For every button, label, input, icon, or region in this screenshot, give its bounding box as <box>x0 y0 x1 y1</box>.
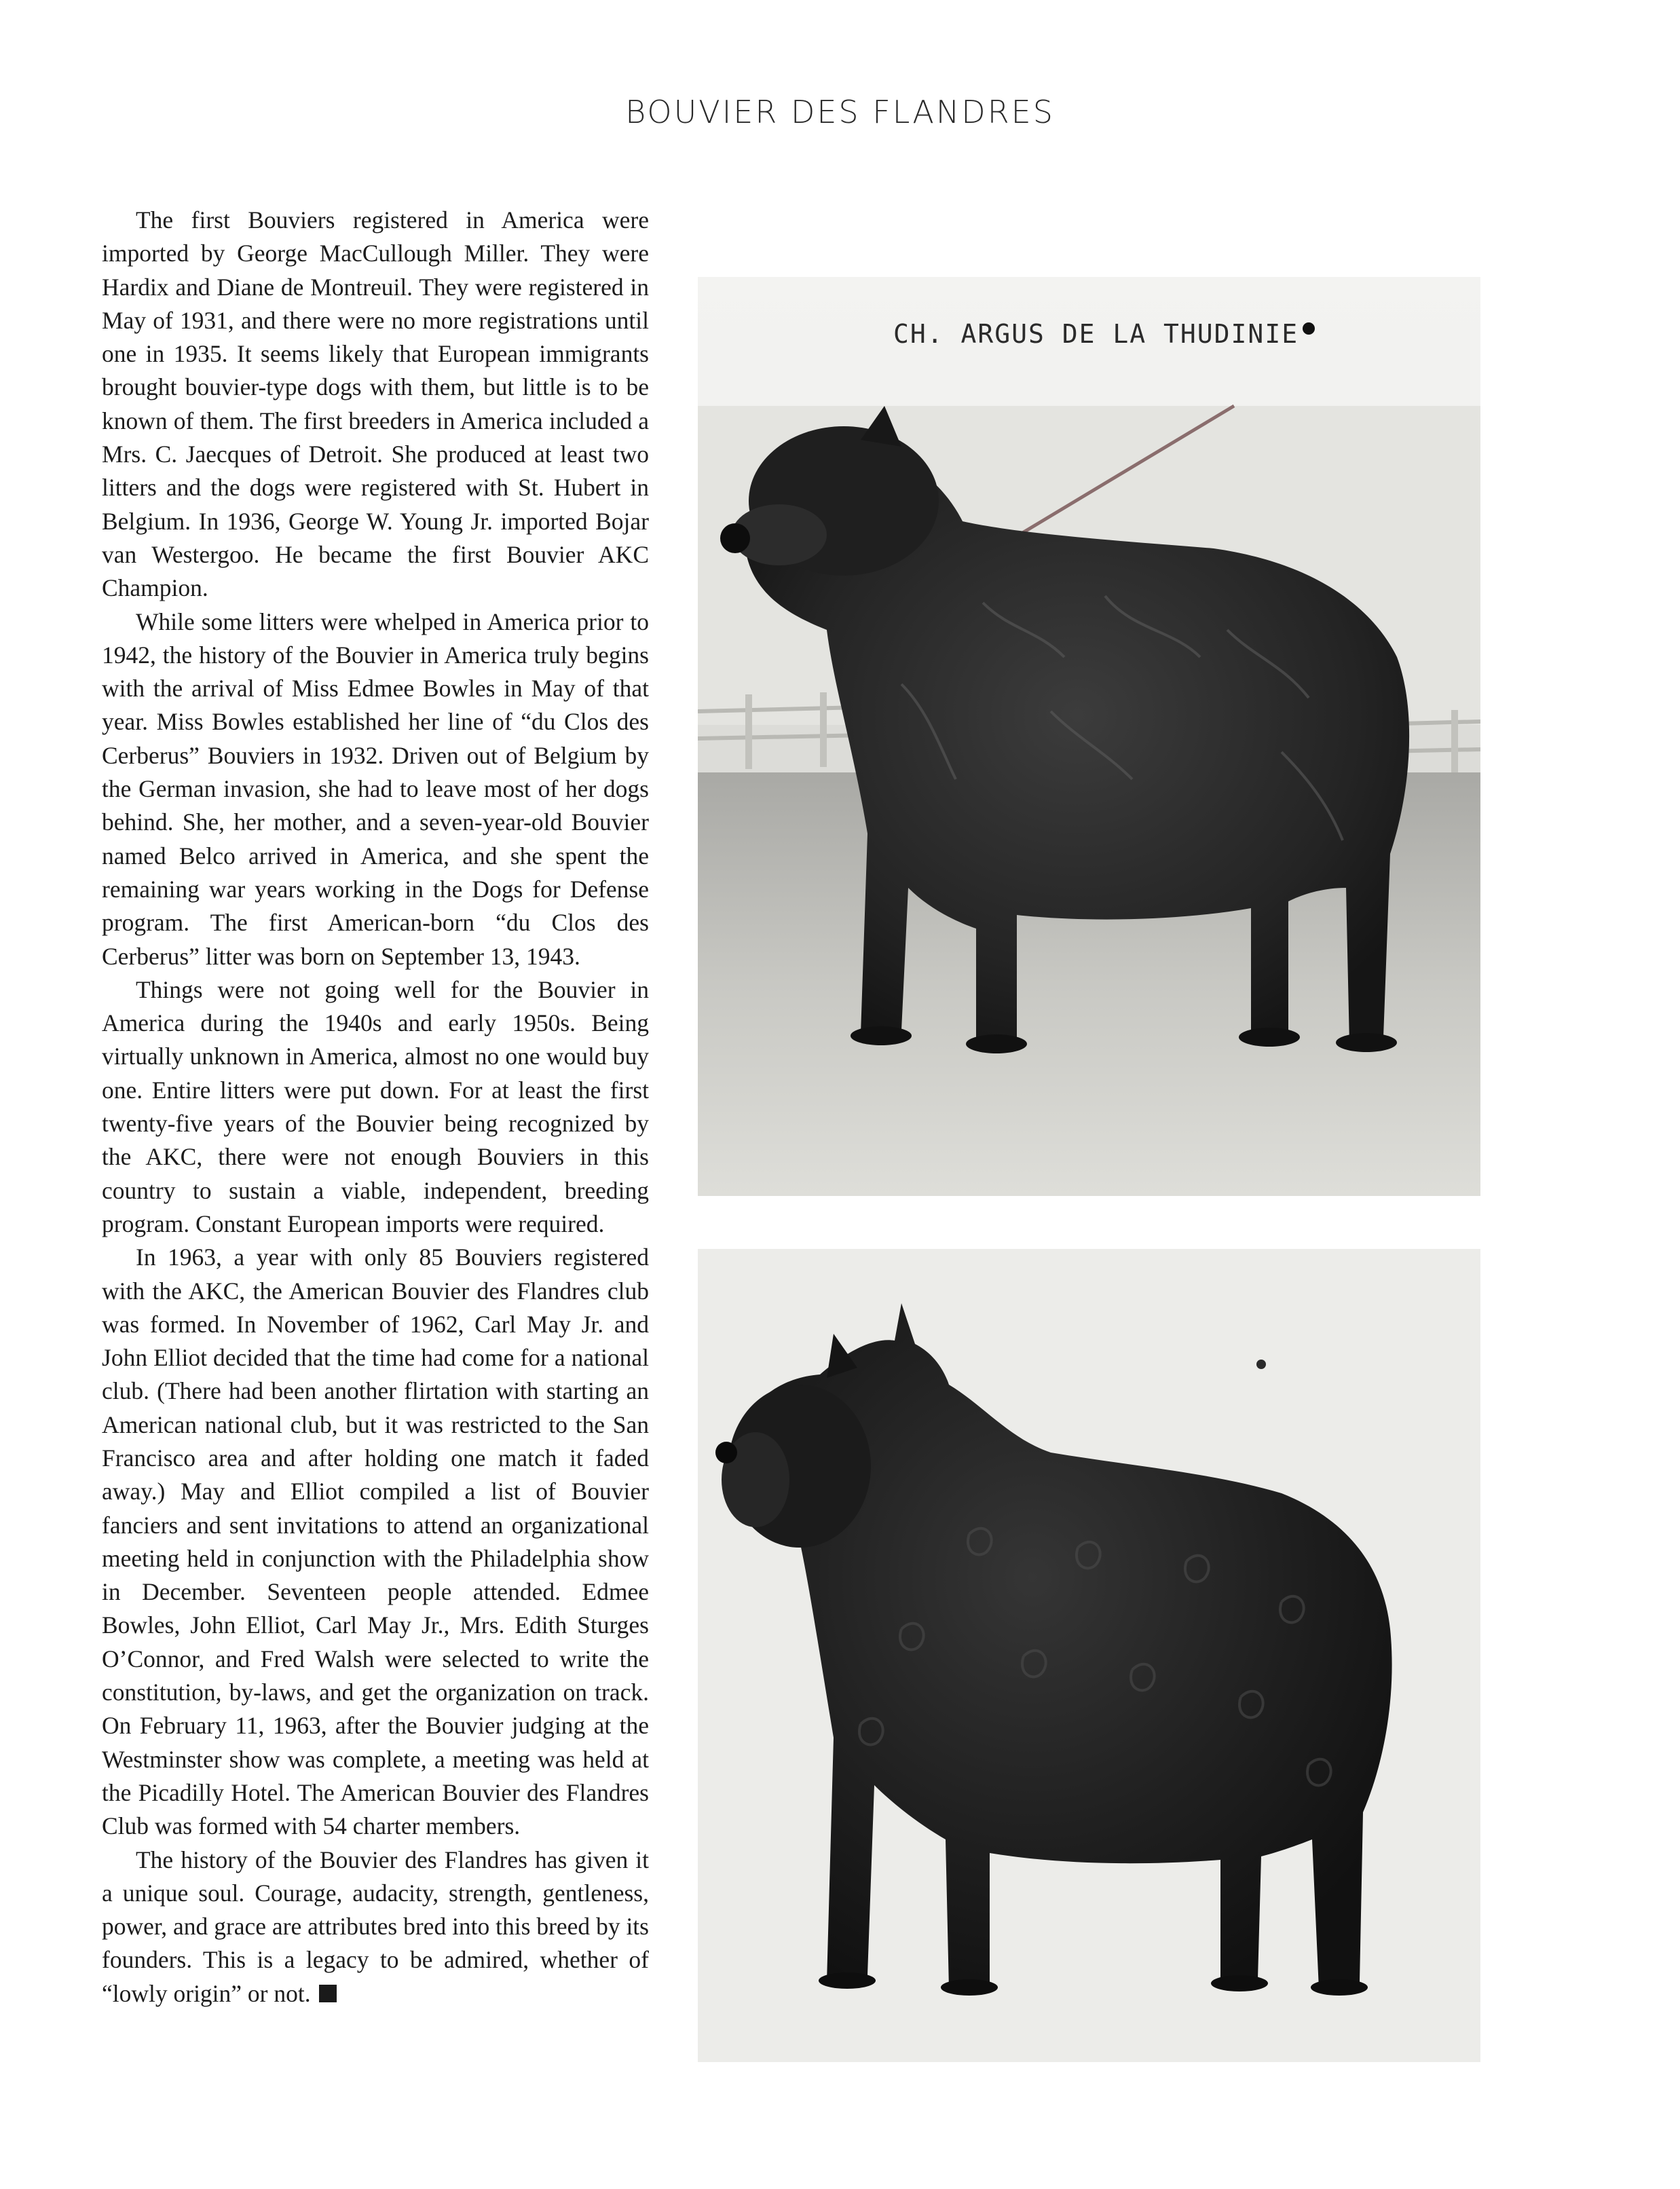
paragraph-5 <box>102 1844 649 2010</box>
running-head-title: BOUVIER DES FLANDRES <box>625 94 1055 130</box>
photo-bouvier-profile <box>698 1249 1480 2062</box>
photo-1-stamp-label <box>893 319 1315 349</box>
paragraph-1: The first Bouviers registered in America were imported by George MacCullough Miller. They were Hardix and Diane de Montreuil. They were registered in May of 1931, and there were no more registrations until one in 1935. It seems likely that European immigrants brought bouvier-type dogs with them, but little is to be known of them. The first breeders in America included a Mrs. C. Jaecques of Detroit. She produced at least two litters and the dogs were registered with St. Hubert in Belgium. In 1936, George W. Young Jr. imported Bojar van Westergoo. He became the first Bouvier AKC Champion. <box>102 206 649 602</box>
paragraph-5-text: The history of the Bouvier des Flandres has given it a unique soul. Courage, audacity, strength, gentleness, power, and grace are attributes bred into this breed by its founders. This is a legacy to be admired, whether of “lowly origin” or not. <box>102 1846 649 2007</box>
end-of-article-mark <box>319 1985 337 2002</box>
stamp-dot-icon <box>1303 322 1315 335</box>
paragraph-2: While some litters were whelped in America prior to 1942, the history of the Bouvier in America truly begins with the arrival of Miss Edmee Bowles in May of that year. Miss Bowles established her line of “du Clos des Cerberus” Bouviers in 1932. Driven out of Belgium by the German invasion, she had to leave most of her dogs behind. She, her mother, and a seven-year-old Bouvier named Belco arrived in America, and she spent the remaining war years working in the Dogs for Defense program. The first American-born “du Clos des Cerberus” litter was born on September 13, 1943. <box>102 607 649 970</box>
paragraph-4: In 1963, a year with only 85 Bouviers registered with the AKC, the American Bouvier des Flandres club was formed. In November of 1962, Carl May Jr. and John Elliot decided that the time had come for a national club. (There had been another flirtation with starting an American national club, but it was restricted to the San Francisco area and after holding one match it faded away.) May and Elliot compiled a list of Bouvier fanciers and sent invitations to attend an organizational meeting held in conjunction with the Philadelphia show in December. Seventeen people attended. Edmee Bowles, John Elliot, Carl May Jr., Mrs. Edith Sturges O’Connor, and Fred Walsh were selected to write the constitution, by-laws, and get the organization on track. On February 11, 1963, after the Bouvier judging at the Westminster show was complete, a meeting was held at the Picadilly Hotel. The American Bouvier des Flandres Club was formed with 54 charter members. <box>102 1243 649 1840</box>
photo-argus-de-la-thudinie <box>698 277 1480 1196</box>
photo-1-stamp-text: CH. ARGUS DE LA THUDINIE <box>893 319 1299 349</box>
dog-photo-2-illustration <box>698 1249 1480 2062</box>
dog-photo-1-illustration <box>698 277 1480 1196</box>
paragraph-3: Things were not going well for the Bouvier in America during the 1940s and early 1950s. Being virtually unknown in America, almost no one would buy one. Entire litters were put down. For at least the first twenty-five years of the Bouvier being recognized by the AKC, there were not enough Bouviers in this country to sustain a viable, independent, breeding program. Constant European imports were required. <box>102 975 649 1237</box>
article-body <box>102 204 649 2010</box>
